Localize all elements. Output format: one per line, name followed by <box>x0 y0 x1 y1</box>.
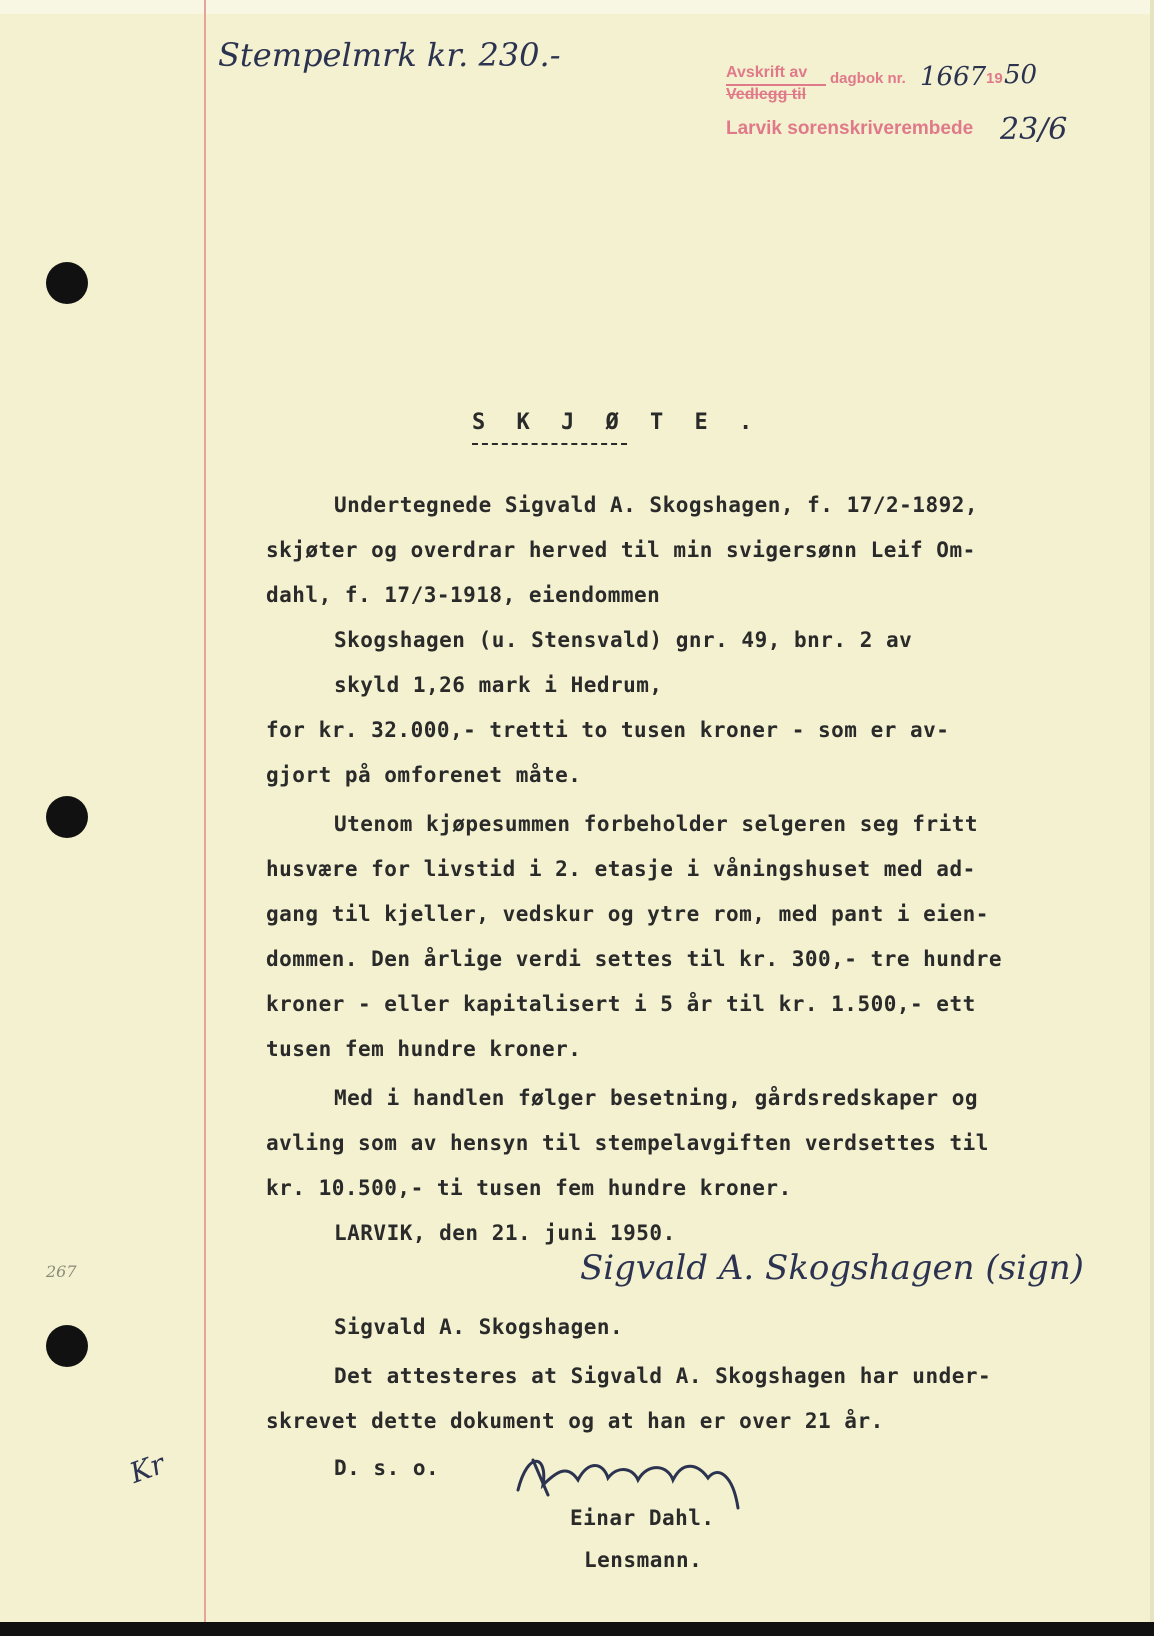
body-line-5: skyld 1,26 mark i Hedrum, <box>334 673 663 697</box>
attest-line-2: skrevet dette dokument og at han er over 21 år. <box>266 1409 884 1433</box>
page-bottom-edge <box>0 1622 1154 1636</box>
stamp-year-suffix: 50 <box>1004 60 1038 90</box>
stamp-date-note: 23/6 <box>1000 112 1068 147</box>
body-line-6: for kr. 32.000,- tretti to tusen kroner - som er av- <box>266 718 950 742</box>
body-line-15: avling som av hensyn til stempelavgiften verdsettes til <box>266 1131 989 1155</box>
stamp-line-2: Vedlegg til <box>726 86 807 103</box>
stamp-duty-note: Stempelmrk kr. 230.- <box>218 36 561 74</box>
margin-note-number: 267 <box>46 1262 77 1281</box>
stamp-dagbok-label: dagbok nr. <box>830 70 906 87</box>
stamp-line-3: Larvik sorenskriverembede <box>726 118 974 139</box>
body-line-16: kr. 10.500,- ti tusen fem hundre kroner. <box>266 1176 792 1200</box>
official-name: Einar Dahl. <box>570 1506 715 1530</box>
margin-initials: Kr <box>125 1447 169 1490</box>
body-line-11: dommen. Den årlige verdi settes til kr. 300,- tre hundre <box>266 947 1003 971</box>
body-line-9: husvære for livstid i 2. etasje i våningshuset med ad- <box>266 857 976 881</box>
dso-line: D. s. o. <box>334 1456 440 1480</box>
title-underline <box>472 443 627 445</box>
official-title: Lensmann. <box>584 1548 703 1572</box>
page-top-edge <box>0 0 1154 14</box>
punch-hole-top <box>46 262 88 304</box>
body-line-1: Undertegnede Sigvald A. Skogshagen, f. 17/2-1892, <box>334 493 979 517</box>
body-line-7: gjort på omforenet måte. <box>266 763 582 787</box>
body-line-13: tusen fem hundre kroner. <box>266 1037 582 1061</box>
punch-hole-middle <box>46 796 88 838</box>
punch-hole-bottom <box>46 1325 88 1367</box>
handwritten-signature: Sigvald A. Skogshagen (sign) <box>580 1248 1084 1288</box>
document-title: S K J Ø T E . <box>472 410 762 435</box>
body-line-10: gang til kjeller, vedskur og ytre rom, med pant i eien- <box>266 902 989 926</box>
body-line-14: Med i handlen følger besetning, gårdsredskaper og <box>334 1086 979 1110</box>
attest-line-1: Det attesteres at Sigvald A. Skogshagen har under- <box>334 1364 992 1388</box>
signer-typed-name: Sigvald A. Skogshagen. <box>334 1315 624 1339</box>
body-line-3: dahl, f. 17/3-1918, eiendommen <box>266 583 661 607</box>
official-signature <box>508 1440 758 1515</box>
stamp-year-prefix: 19 <box>986 70 1003 87</box>
body-line-4: Skogshagen (u. Stensvald) gnr. 49, bnr. 2 av <box>334 628 913 652</box>
stamp-line-1: Avskrift av <box>726 64 808 81</box>
body-line-12: kroner - eller kapitalisert i 5 år til kr. 1.500,- ett <box>266 992 976 1016</box>
body-line-8: Utenom kjøpesummen forbeholder selgeren seg fritt <box>334 812 979 836</box>
body-line-2: skjøter og overdrar herved til min svigersønn Leif Om- <box>266 538 976 562</box>
margin-line <box>204 0 206 1622</box>
place-date-line: LARVIK, den 21. juni 1950. <box>334 1221 676 1245</box>
page-right-edge <box>1150 0 1154 1636</box>
stamp-dagbok-number: 1667 <box>920 62 987 92</box>
